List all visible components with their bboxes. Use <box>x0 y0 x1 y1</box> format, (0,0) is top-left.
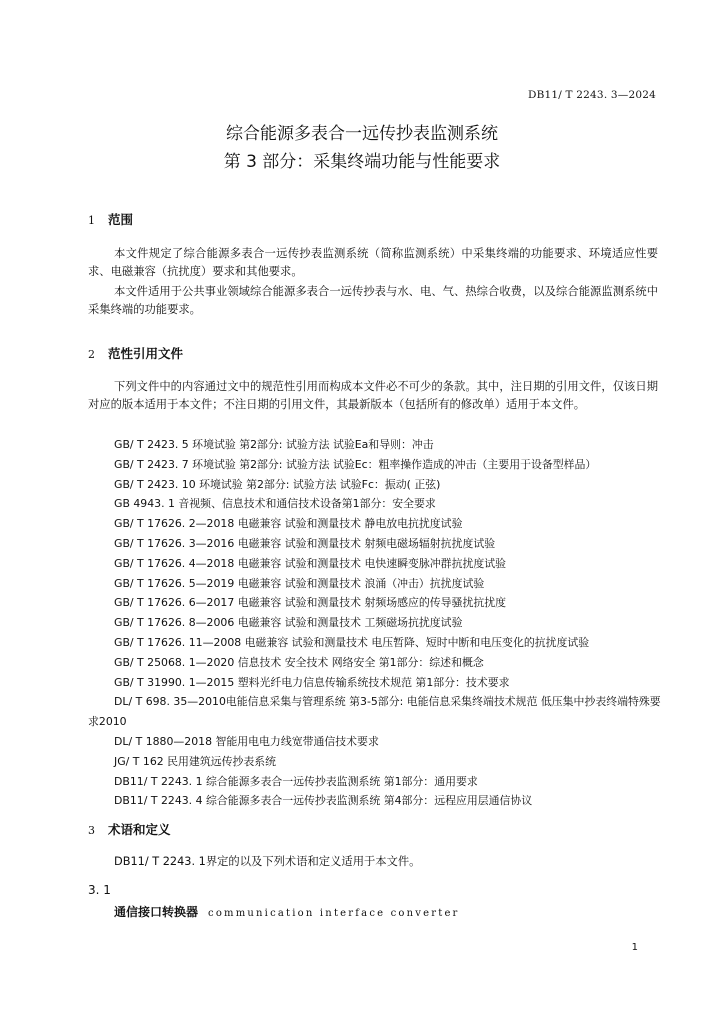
section-title: 术语和定义 <box>108 822 171 837</box>
reference-item: DL/ T 1880—2018 智能用电电力线宽带通信技术要求 <box>114 734 379 748</box>
section-number: 3 <box>88 824 95 837</box>
reference-item: DB11/ T 2243. 4 综合能源多表合一远传抄表监测系统 第4部分：远程应用层通信协议 <box>114 794 533 808</box>
reference-item: GB/ T 17626. 11—2008 电磁兼容 试验和测量技术 电压暂降、短时中断和电压变化的抗扰度试验 <box>114 635 590 649</box>
standard-number: DB11/ T 2243. 3—2024 <box>527 89 656 101</box>
scope-paragraph-2: 本文件适用于公共事业领域综合能源多表合一远传抄表与水、电、气、热综合收费，以及综合能源监测系统中采集终端的功能要求。 <box>88 285 658 316</box>
reference-item: DL/ T 698. 35—2010电能信息采集与管理系统 第3-5部分: 电能信息采集终端技术规范 低压集中抄表终端特殊要求2010 <box>88 695 661 729</box>
terms-intro: DB11/ T 2243. 1界定的以及下列术语和定义适用于本文件。 <box>114 855 421 868</box>
document-title-line2: 第 3 部分：采集终端功能与性能要求 <box>223 152 501 172</box>
reference-item: GB/ T 2423. 5 环境试验 第2部分: 试验方法 试验Ea和导则：冲击 <box>114 438 434 451</box>
section-number: 2 <box>88 348 95 361</box>
reference-item: GB 4943. 1 音视频、信息技术和通信技术设备第1部分：安全要求 <box>114 497 436 511</box>
reference-item: GB/ T 2423. 7 环境试验 第2部分: 试验方法 试验Ec：粗率操作造成的冲击（主要用于设备型样品） <box>114 457 597 471</box>
reference-item: JG/ T 162 民用建筑远传抄表系统 <box>114 754 277 768</box>
document-title-line1: 综合能源多表合一远传抄表监测系统 <box>226 124 498 144</box>
reference-list <box>88 435 668 811</box>
section-number: 1 <box>88 214 95 227</box>
normative-intro: 下列文件中的内容通过文中的规范性引用而构成本文件必不可少的条款。其中，注日期的引用文件，仅该日期对应的版本适用于本文件；不注日期的引用文件，其最新版本（包括所有的修改单）适用于本文件。 <box>88 380 658 411</box>
section-heading-normative <box>88 344 183 362</box>
reference-item: GB/ T 17626. 8—2006 电磁兼容 试验和测量技术 工频磁场抗扰度试验 <box>114 616 463 630</box>
reference-item: GB/ T 25068. 1—2020 信息技术 安全技术 网络安全 第1部分：综述和概念 <box>114 655 484 669</box>
scope-paragraph-1: 本文件规定了综合能源多表合一远传抄表监测系统（简称监测系统）中采集终端的功能要求、环境适应性要求、电磁兼容（抗扰度）要求和其他要求。 <box>88 247 658 278</box>
term-chinese: 通信接口转换器 <box>114 905 199 919</box>
reference-item: GB/ T 2423. 10 环境试验 第2部分: 试验方法 试验Fc：振动( 正弦) <box>114 477 441 491</box>
section-title: 范围 <box>108 212 134 227</box>
term-entry <box>114 903 460 920</box>
reference-item: GB/ T 17626. 4—2018 电磁兼容 试验和测量技术 电快速瞬变脉冲群抗扰度试验 <box>114 556 507 570</box>
term-english: communication interface converter <box>208 908 460 919</box>
page-number: 1 <box>631 942 638 953</box>
reference-item: GB/ T 17626. 3—2016 电磁兼容 试验和测量技术 射频电磁场辐射抗扰度试验 <box>114 536 496 550</box>
reference-item: GB/ T 17626. 2—2018 电磁兼容 试验和测量技术 静电放电抗扰度试验 <box>114 517 463 531</box>
section-title: 范性引用文件 <box>108 346 184 361</box>
reference-item: GB/ T 31990. 1—2015 塑料光纤电力信息传输系统技术规范 第1部分：技术要求 <box>114 675 510 689</box>
section-heading-scope <box>88 210 133 228</box>
section-heading-terms <box>88 820 171 838</box>
reference-item: GB/ T 17626. 5—2019 电磁兼容 试验和测量技术 浪涌（冲击）抗扰度试验 <box>114 576 485 590</box>
term-number: 3. 1 <box>88 883 111 897</box>
reference-item: DB11/ T 2243. 1 综合能源多表合一远传抄表监测系统 第1部分：通用要求 <box>114 774 478 788</box>
reference-item: GB/ T 17626. 6—2017 电磁兼容 试验和测量技术 射频场感应的传导骚扰抗扰度 <box>114 596 507 610</box>
